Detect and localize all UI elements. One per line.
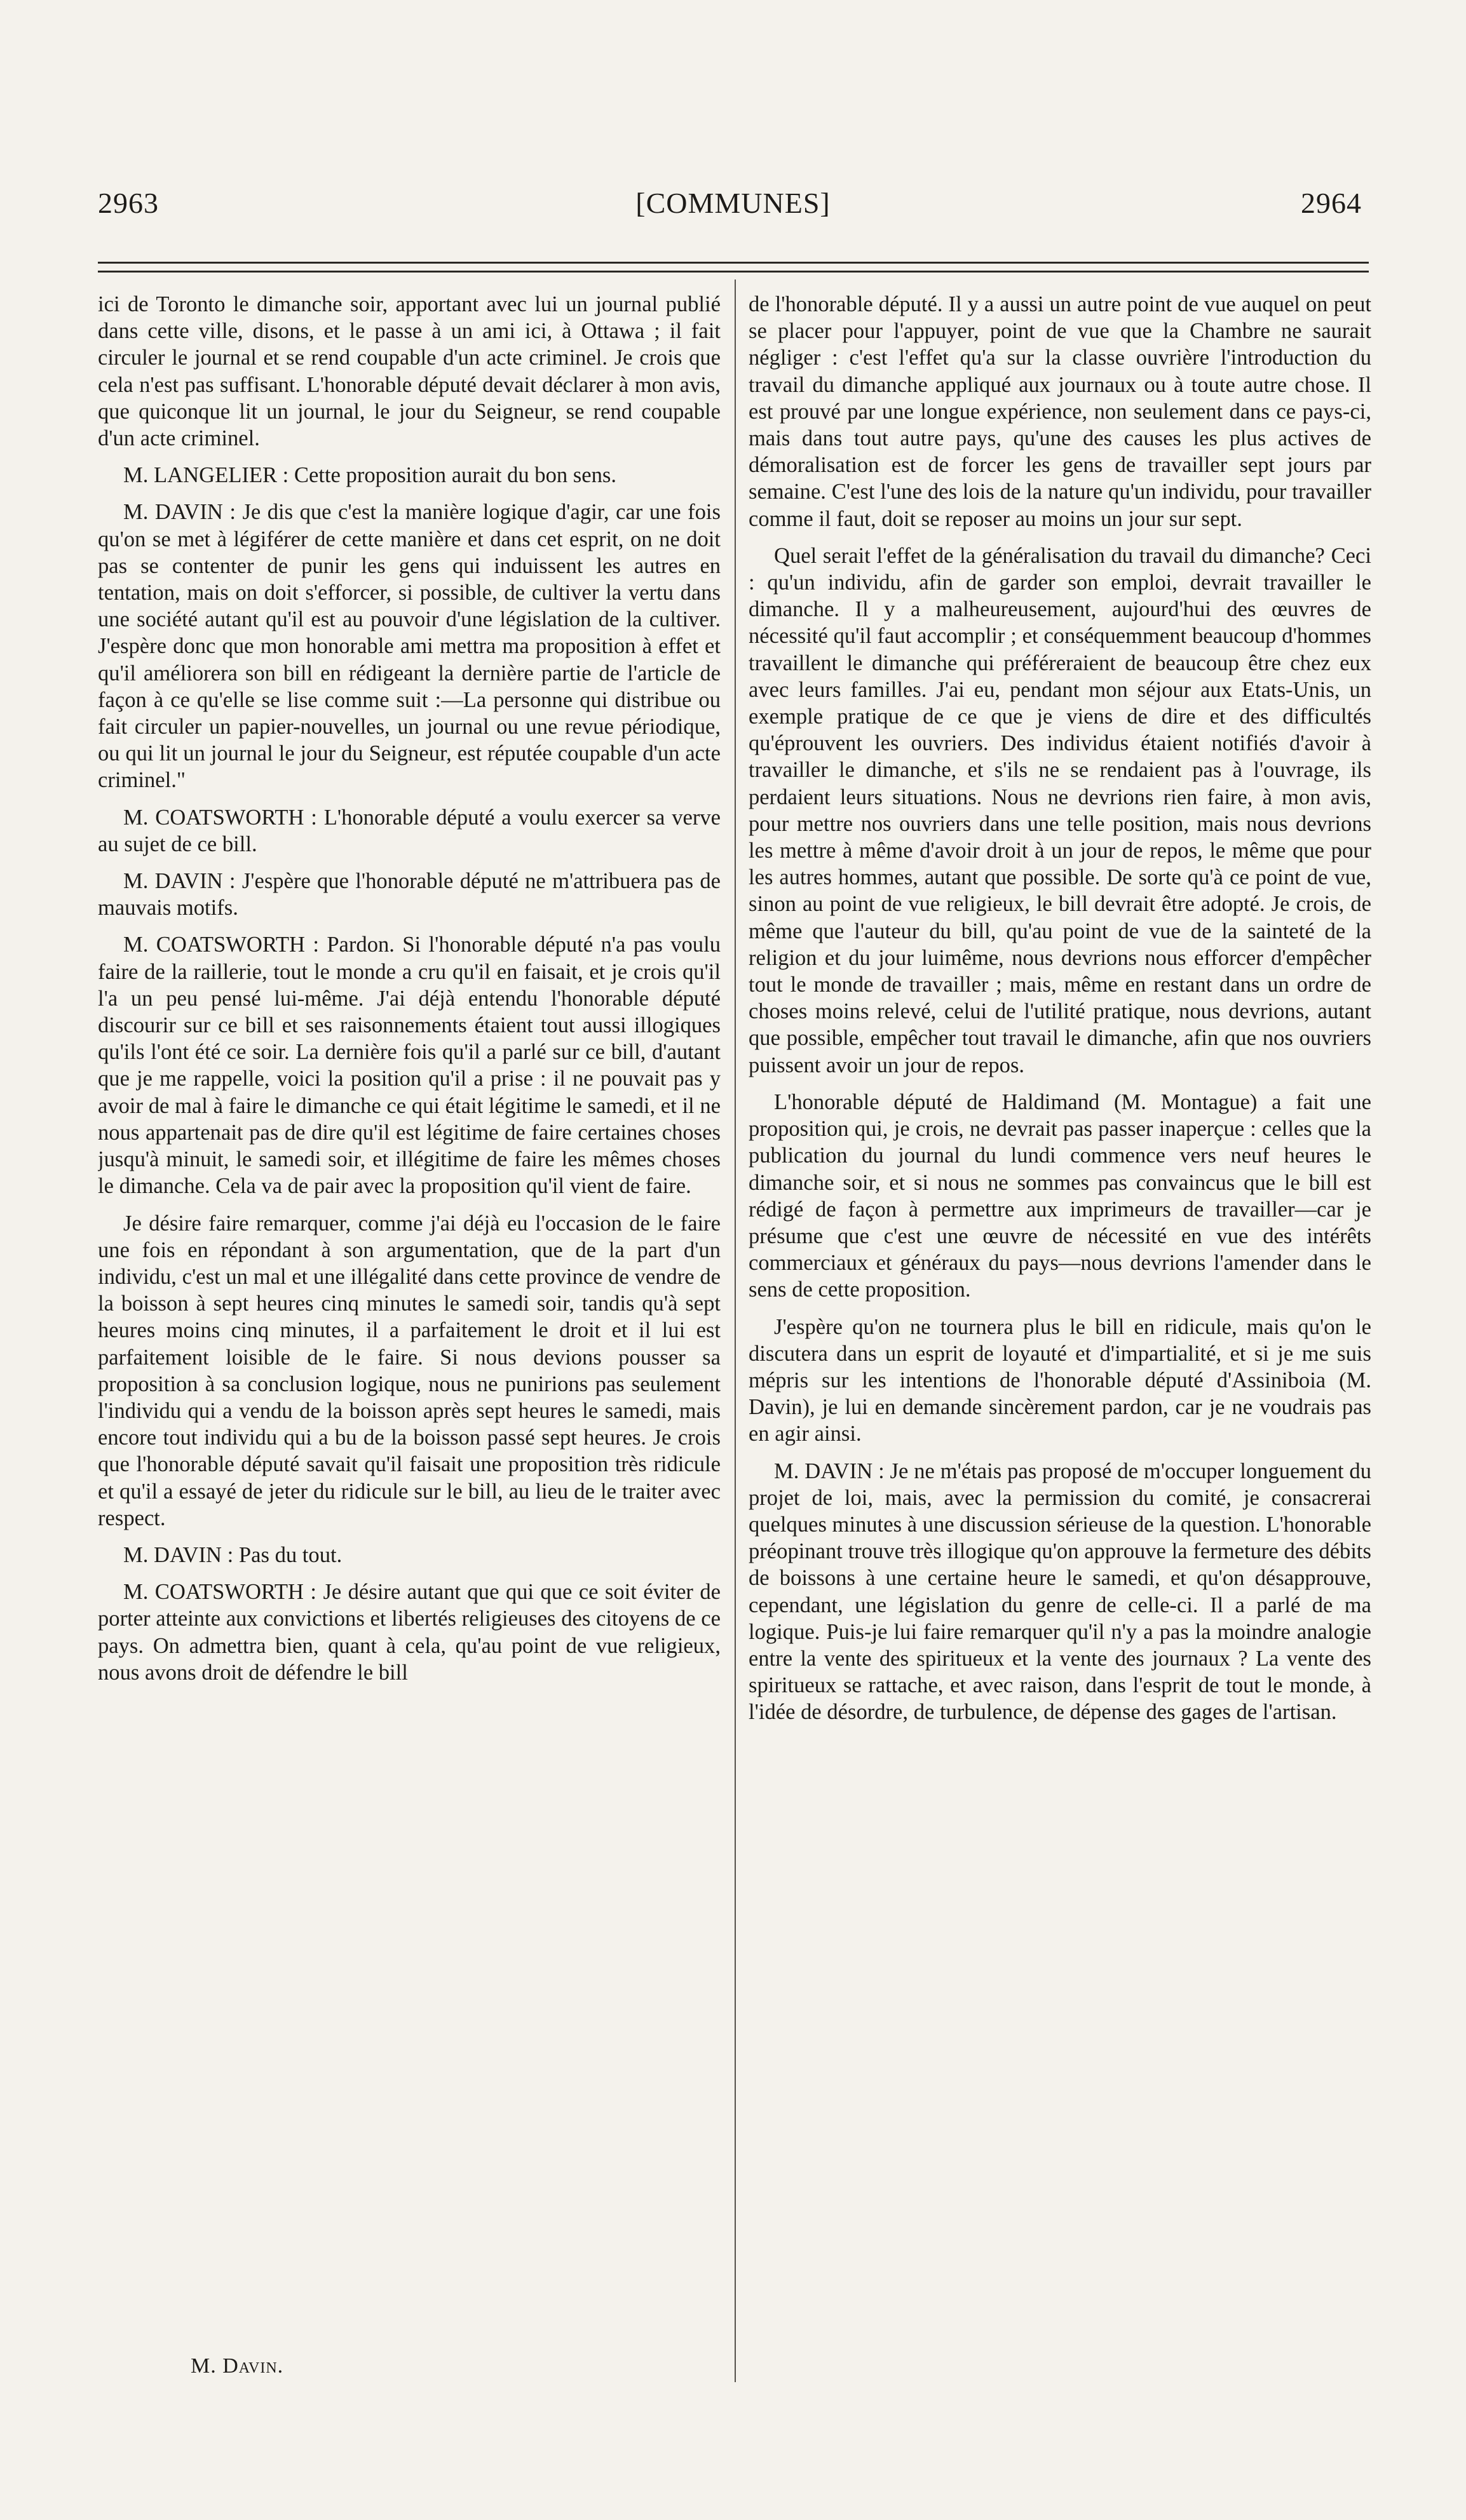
left-column [98,291,721,2381]
paragraph: M. COATSWORTH : Je désire autant que qui que ce soit éviter de porter atteinte aux convictions et libertés religieuses des citoyens de ce pays. On admettra bien, quant à cela, qu'au point de vue religieux, nous avons droit de défendre le bill [98,1580,721,1685]
paragraph: M. DAVIN : J'espère que l'honorable député ne m'attribuera pas de mauvais motifs. [98,869,721,920]
paragraph: Je désire faire remarquer, comme j'ai déjà eu l'occasion de le faire une fois en répondant à son argumentation, que de la part d'un individu, c'est un mal et une illégalité dans cette province de vendre de la boisson à sept heures cinq minutes le samedi soir, tandis qu'à sept heures moins cinq minutes, il a parfaitement le droit et il lui est parfaitement loisible de le faire. Si nous devions pousser sa proposition à sa conclusion logique, nous ne punirions pas seulement l'individu qui a vendu de la boisson après sept heures le samedi, mais encore tout individu qui a bu de la boisson passé sept heures. Je crois que l'honorable député savait qu'il faisait une proposition très ridicule et qu'il a essayé de jeter du ridicule sur le bill, au lieu de le traiter avec respect. [98,1211,721,1530]
header-rule-top [98,262,1369,264]
running-title: [COMMUNES] [635,187,831,219]
right-column [749,291,1371,2381]
speaker-name: M. DAVIN : [123,869,236,894]
speaker-name: M. DAVIN : [774,1459,885,1483]
paragraph: M. DAVIN : Pas du tout. [123,1542,343,1567]
paragraph: M. LANGELIER : Cette proposition aurait du bon sens. [123,463,616,488]
speaker-name: M. LANGELIER : [123,463,289,488]
paragraph: M. DAVIN : Je ne m'étais pas proposé de m'occuper longuement du projet de loi, mais, avec la permission du comité, je consacrerai quelques minutes à une discussion sérieuse de la question. L'honorable préopinant trouve très illogique qu'on approuve la fermeture des débits de boissons à une certaine heure le samedi, et qu'on désapprouve, cependant, une législation du genre de celle-ci. Il a parlé de ma logique. Puis-je lui faire remarquer qu'il n'y a pas la moindre analogie entre la vente des spiritueux et la vente des journaux ? La vente des spiritueux se rattache, et avec raison, dans l'esprit de tout le monde, à l'idée de désordre, de turbulence, de dépense des gages de l'artisan. [749,1459,1371,1725]
paragraph: ici de Toronto le dimanche soir, apportant avec lui un journal publié dans cette ville, disons, et le passe à un ami ici, à Ottawa ; il fait circuler le journal et se rend coupable d'un acte criminel. Je crois que cela n'est pas suffisant. L'honorable député devait déclarer à mon avis, que quiconque lit un journal, le jour du Seigneur, se rend coupable d'un acte criminel. [98,292,721,451]
paragraph: J'espère qu'on ne tournera plus le bill en ridicule, mais qu'on le discutera dans un esprit de loyauté et d'impartialité, et si je me suis mépris sur les intentions de l'honorable député d'Assiniboia (M. Davin), je lui en demande sincèrement pardon, car je ne voudrais pas en agir ainsi. [749,1314,1371,1446]
speaker-name: M. DAVIN : [123,1542,234,1567]
speaker-name: M. COATSWORTH : [123,1580,317,1605]
paragraph: Quel serait l'effet de la généralisation du travail du dimanche? Ceci : qu'un individu, afin de garder son emploi, devrait travailler le dimanche. Il y a malheureusement, aujourd'hui des œuvres de nécessité qu'il faut accomplir ; et conséquemment beaucoup d'hommes travaillent le dimanche qui préféreraient de beaucoup être chez eux avec leurs familles. J'ai eu, pendant mon séjour aux Etats-Unis, un exemple pratique de ce que je viens de dire et des difficultés qu'éprouvent les ouvriers. Des individus étaient notifiés d'avoir à travailler le dimanche, et s'ils ne se rendaient pas à l'ouvrage, ils perdaient leurs situations. Nous ne devrions rien faire, à mon avis, pour mettre nos ouvriers dans une telle position, mais nous devrions les mettre à même d'avoir droit à un jour de repos, le même que pour les autres hommes, autant que possible. De sorte qu'à ce point de vue, sinon au point de vue religieux, le bill devrait être adopté. Je crois, de même que l'auteur du bill, qu'au point de vue de la sainteté de la religion et du jour luimême, nous devrions nous efforcer d'empêcher tout le monde de travailler ; mais, même en restant dans un ordre de choses moins relevé, celui de l'utilité pratique, nous devrions, autant que possible, empêcher tout travail le dimanche, afin que nos ouvriers puissent avoir un jour de repos. [749,543,1371,1077]
speaker-name: M. COATSWORTH : [123,933,319,957]
paragraph: M. COATSWORTH : Pardon. Si l'honorable député n'a pas voulu faire de la raillerie, tout le monde a cru qu'il en faisait, et je crois qu'il l'a un peu pensé lui-même. J'ai déjà entendu l'honorable député discourir sur ce bill et ses raisonnements étaient tout aussi illogiques qu'ils l'ont été ce soir. La dernière fois qu'il a parlé sur ce bill, d'autant que je me rappelle, voici la position qu'il a prise : il ne pouvait pas y avoir de mal à faire le dimanche ce qui était légitime le samedi, et il ne nous appartenait pas de dire qu'il est légitime de faire certaines choses jusqu'à minuit, le samedi soir, et illégitime de faire les mêmes choses le dimanche. Cela va de pair avec la proposition qu'il vient de faire. [98,933,721,1199]
speaker-name: M. COATSWORTH : [123,805,317,830]
page-number-left: 2963 [98,187,159,219]
paragraph: L'honorable député de Haldimand (M. Montague) a fait une proposition qui, je crois, ne devrait pas passer inaperçue : celles que la publication du journal du lundi commence vers neuf heures le dimanche soir, et si nous ne sommes pas convaincus que le bill est rédigé de façon à permettre aux imprimeurs de travailler—car je présume que c'est une œuvre de nécessité en vue des intérêts commerciaux et généraux du pays—nous devrions l'amender dans le sens de cette proposition. [749,1089,1371,1302]
paragraph: M. DAVIN : Je dis que c'est la manière logique d'agir, car une fois qu'on se met à légiférer de cette manière et dans cet esprit, on ne doit pas se contenter de punir les gens qui induissent les autres en tentation, mais on doit s'efforcer, si possible, de cultiver la vertu dans une société autant qu'il est au pouvoir d'une législation de la cultiver. J'espère donc que mon honorable ami mettra ma proposition à effet et qu'il améliorera son bill en rédigeant la dernière partie de l'article de façon à ce qu'elle se lise comme suit :—La personne qui distribue ou fait circuler un papier-nouvelles, un journal ou une revue périodique, ou qui lit un journal le jour du Seigneur, est réputée coupable d'un acte criminel." [98,500,721,793]
paragraph: de l'honorable député. Il y a aussi un autre point de vue auquel on peut se placer pour l'appuyer, point de vue que la Chambre ne saurait négliger : c'est l'effet qu'a sur la classe ouvrière l'introduction du travail du dimanche appliqué aux journaux ou à toute autre chose. Il est prouvé par une longue expérience, non seulement dans ce pays-ci, mais dans tout autre pays, qu'une des causes les plus actives de démoralisation est de forcer les gens de travailler sept jours par semaine. C'est l'une des lois de la nature qu'un individu, pour travailler comme il faut, doit se reposer au moins un jour sur sept. [749,292,1371,531]
catchword: M. Davin. [191,2354,284,2378]
speaker-name: M. DAVIN : [123,500,236,525]
paragraph: M. COATSWORTH : L'honorable député a voulu exercer sa verve au sujet de ce bill. [98,805,721,856]
column-divider [735,280,736,2382]
page-number-right: 2964 [1301,187,1362,219]
header-rule-bottom [98,271,1369,273]
